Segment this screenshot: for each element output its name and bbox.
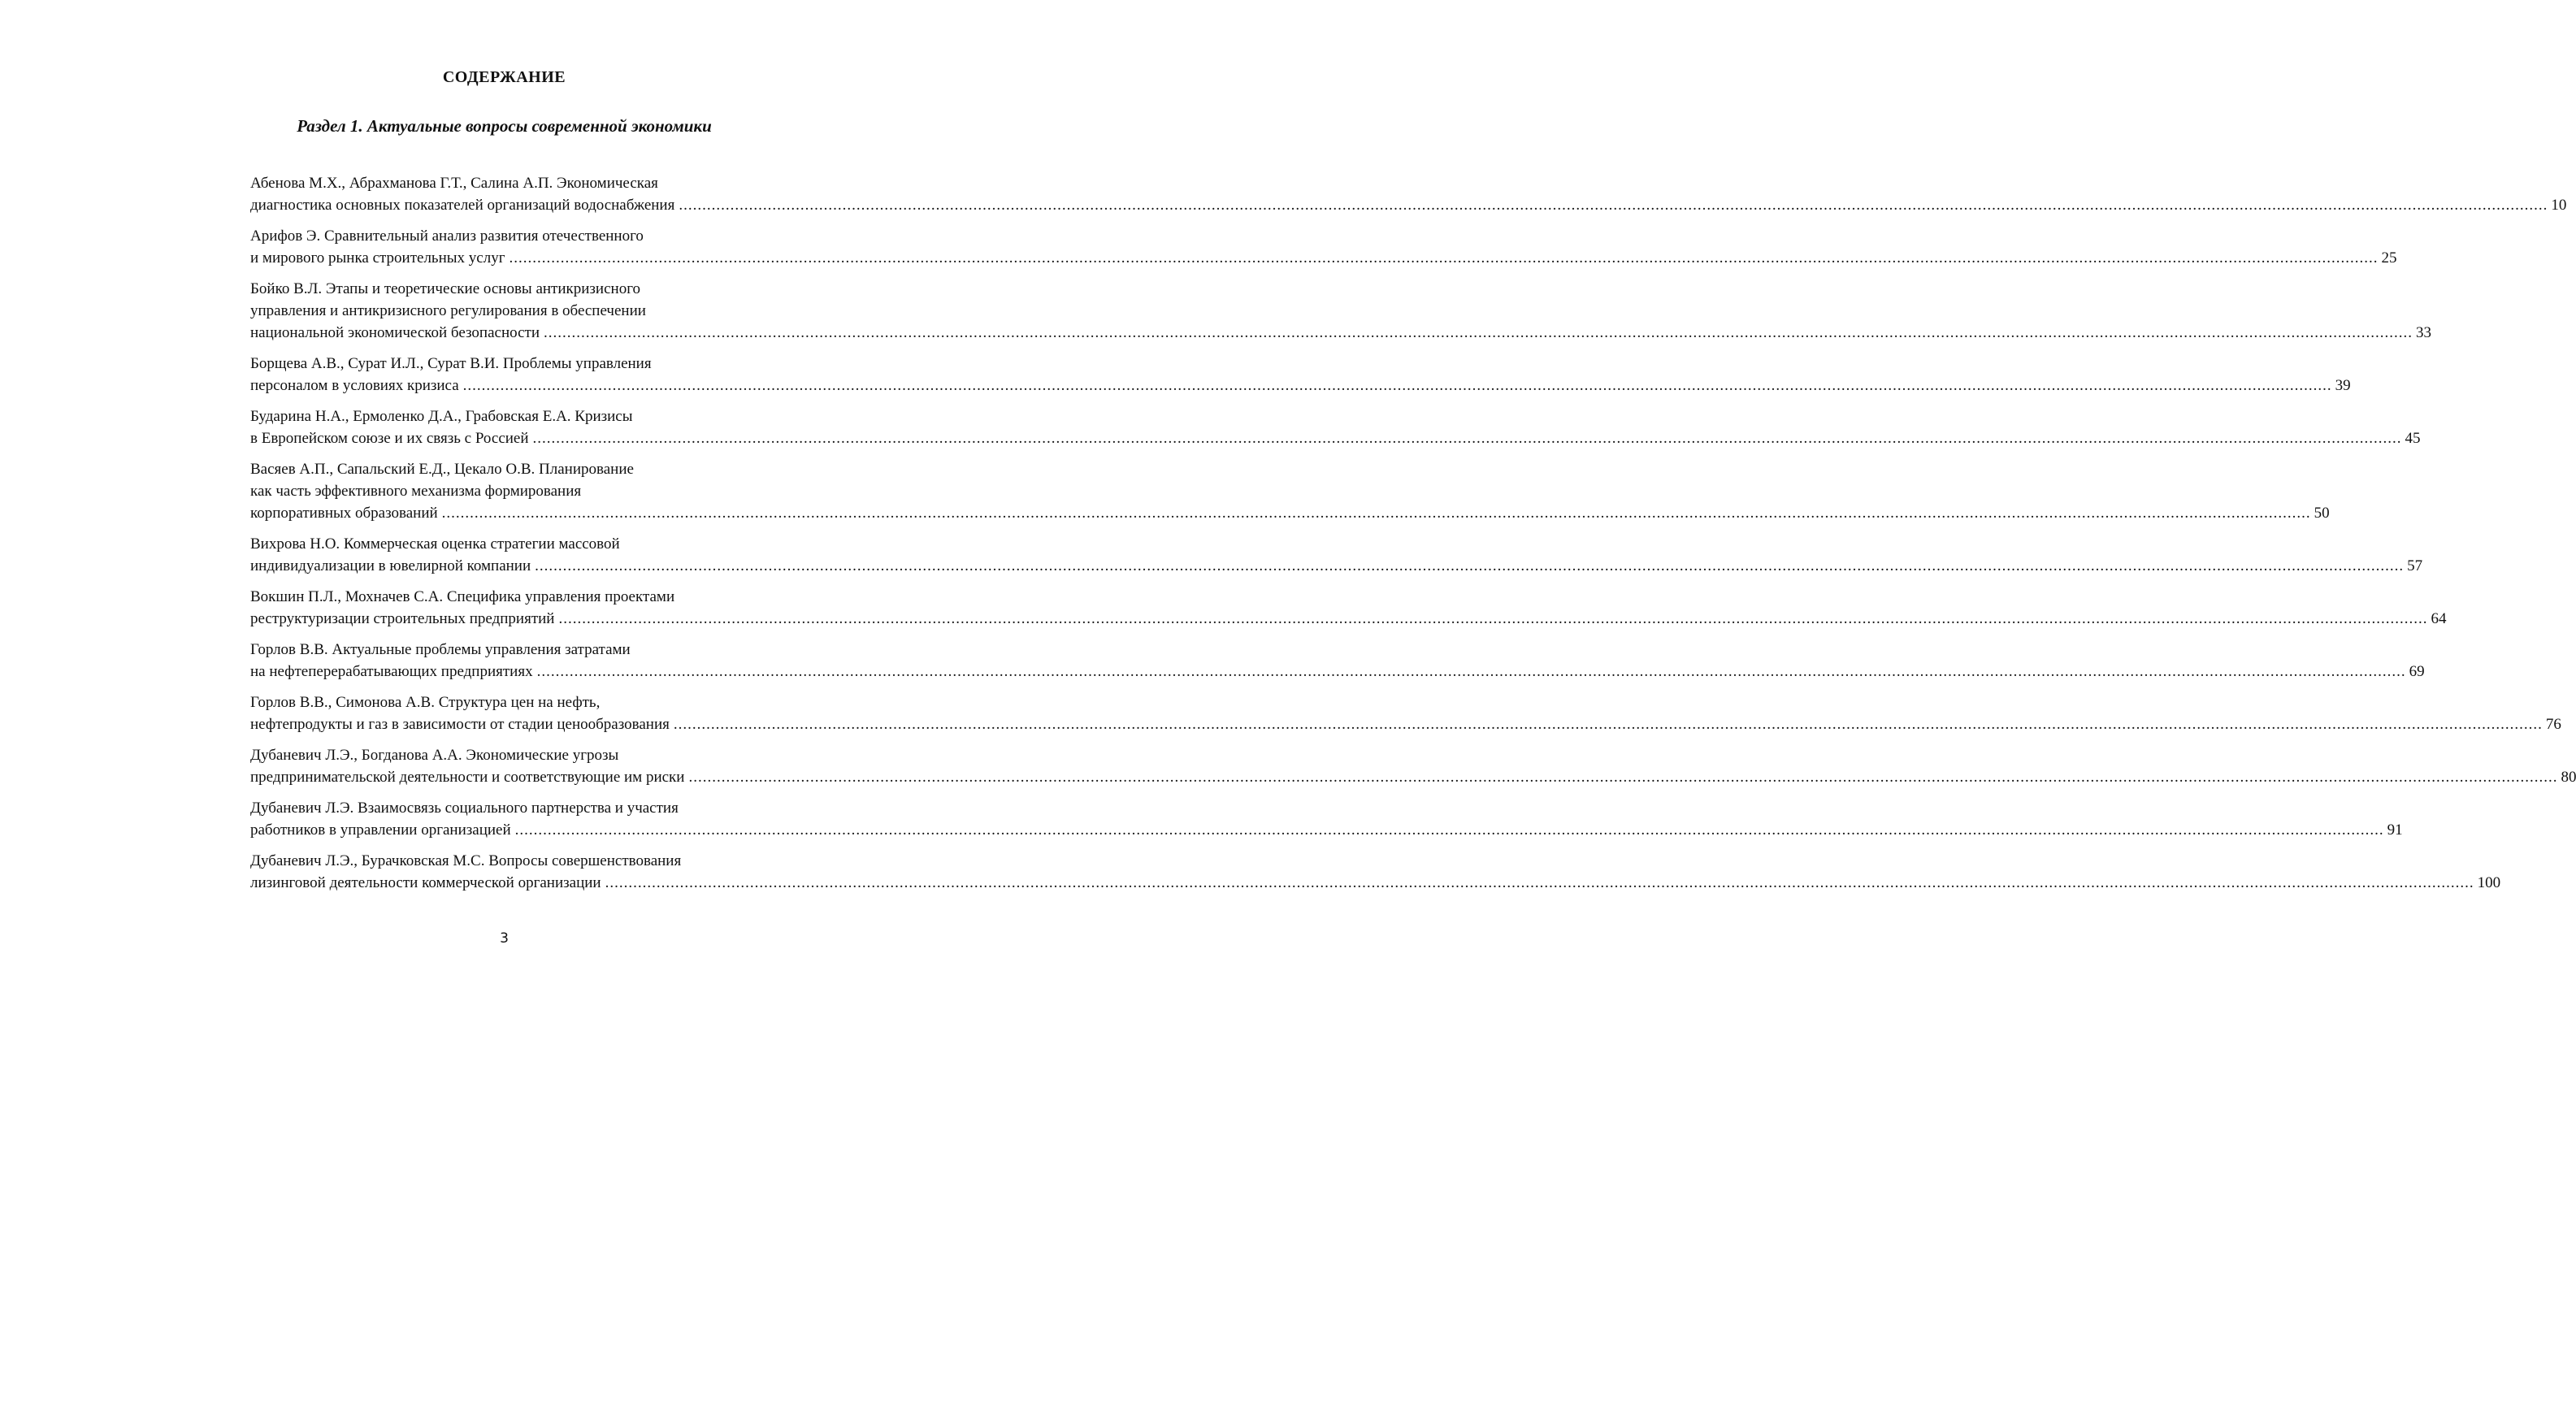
- toc-entry-line: диагностика основных показателей организаций водоснабжения: [250, 197, 675, 214]
- dot-leader: ................................................................................................................................................................................................................................................................................................................................................................................................................: [536, 663, 2406, 680]
- toc-page-number: 69: [2409, 663, 2425, 680]
- toc-entry-line: Дубаневич Л.Э., Бурачковская М.С. Вопросы совершенствования: [250, 852, 682, 869]
- toc-entry[interactable]: [250, 586, 2447, 630]
- section-title: Раздел 1. Актуальные вопросы современной экономики: [297, 116, 712, 136]
- toc-entry[interactable]: [250, 458, 2330, 524]
- toc-page-number: 50: [2314, 505, 2330, 522]
- toc-entry[interactable]: [250, 639, 2425, 683]
- toc-entry[interactable]: [250, 172, 2567, 216]
- toc-entry-line: и мирового рынка строительных услуг: [250, 249, 505, 267]
- toc-entry[interactable]: [250, 225, 2397, 269]
- toc-entry-last-line: [250, 322, 2431, 344]
- toc-page-number: 80: [2561, 769, 2576, 786]
- toc-page-number: 45: [2405, 430, 2421, 447]
- toc-entry-line: в Европейском союзе и их связь с Россией: [250, 430, 529, 447]
- toc-entry-last-line: [250, 661, 2425, 683]
- toc-entry[interactable]: [250, 533, 2423, 577]
- toc-entry-last-line: [250, 194, 2567, 216]
- toc-entry-last-line: [250, 872, 2501, 894]
- toc-entry[interactable]: [250, 691, 2561, 735]
- toc-entry-last-line: [250, 608, 2447, 630]
- toc-page-number: 100: [2477, 874, 2501, 891]
- toc-entry-last-line: [250, 555, 2423, 577]
- toc-entry-line: на нефтеперерабатывающих предприятиях: [250, 663, 533, 680]
- dot-leader: ................................................................................................................................................................................................................................................................................................................................................................................................................: [679, 197, 2548, 214]
- dot-leader: ................................................................................................................................................................................................................................................................................................................................................................................................................: [673, 716, 2543, 733]
- toc-entry-line: персоналом в условиях кризиса: [250, 377, 459, 394]
- toc-entry-line: Бударина Н.А., Ермоленко Д.А., Грабовская Е.А. Кризисы: [250, 408, 633, 425]
- toc-entry-line: работников в управлении организацией: [250, 821, 511, 839]
- toc-entry[interactable]: [250, 278, 2431, 344]
- toc-entry[interactable]: [250, 797, 2403, 841]
- toc-entry-line: национальной экономической безопасности: [250, 324, 540, 341]
- toc-entry-line: Бойко В.Л. Этапы и теоретические основы антикризисного: [250, 280, 641, 297]
- document-title: СОДЕРЖАНИЕ: [442, 68, 566, 86]
- toc-entry[interactable]: [250, 353, 2351, 397]
- toc-entry-line: Вихрова Н.О. Коммерческая оценка стратегии массовой: [250, 535, 620, 553]
- toc-entry-last-line: [250, 766, 2576, 788]
- toc-page-number: 25: [2381, 249, 2397, 267]
- toc-entry-line: Абенова М.Х., Абрахманова Г.Т., Салина А.П. Экономическая: [250, 175, 658, 192]
- toc-entry-line: реструктуризации строительных предприятий: [250, 610, 555, 627]
- toc-entry-last-line: [250, 427, 2421, 449]
- dot-leader: ................................................................................................................................................................................................................................................................................................................................................................................................................: [605, 874, 2474, 891]
- toc-entry-last-line: [250, 713, 2561, 735]
- toc-entry[interactable]: [250, 850, 2501, 894]
- toc-entry-line: Борщева А.В., Сурат И.Л., Сурат В.И. Проблемы управления: [250, 355, 652, 372]
- toc-page-number: 76: [2545, 716, 2561, 733]
- dot-leader: ................................................................................................................................................................................................................................................................................................................................................................................................................: [558, 610, 2428, 627]
- toc-entry-line: Арифов Э. Сравнительный анализ развития отечественного: [250, 228, 644, 245]
- toc-entry-line: индивидуализации в ювелирной компании: [250, 557, 531, 574]
- toc-page-number: 33: [2416, 324, 2431, 341]
- dot-leader: ................................................................................................................................................................................................................................................................................................................................................................................................................: [441, 505, 2311, 522]
- dot-leader: ................................................................................................................................................................................................................................................................................................................................................................................................................: [535, 557, 2405, 574]
- toc-entry-line: Горлов В.В. Актуальные проблемы управления затратами: [250, 641, 631, 658]
- toc-entry-line: лизинговой деятельности коммерческой организации: [250, 874, 601, 891]
- toc-entry-line: корпоративных образований: [250, 505, 438, 522]
- toc-entry-line: управления и антикризисного регулирования в обеспечении: [250, 302, 646, 319]
- toc-page-number: 57: [2407, 557, 2423, 574]
- toc-page-number: 64: [2431, 610, 2447, 627]
- toc-entry-line: Васяев А.П., Сапальский Е.Д., Цекало О.В. Планирование: [250, 461, 634, 478]
- toc-entry-line: предпринимательской деятельности и соответствующие им риски: [250, 769, 685, 786]
- toc-entry-last-line: [250, 247, 2397, 269]
- dot-leader: ................................................................................................................................................................................................................................................................................................................................................................................................................: [532, 430, 2402, 447]
- table-of-contents: [250, 172, 2576, 903]
- dot-leader: ................................................................................................................................................................................................................................................................................................................................................................................................................: [462, 377, 2332, 394]
- toc-entry-last-line: [250, 502, 2330, 524]
- toc-entry[interactable]: [250, 744, 2576, 788]
- toc-entry-line: Дубаневич Л.Э., Богданова А.А. Экономические угрозы: [250, 747, 619, 764]
- toc-page-number: 10: [2551, 197, 2567, 214]
- toc-page-number: 91: [2387, 821, 2403, 839]
- page-number: 3: [500, 930, 509, 947]
- toc-entry-line: Дубаневич Л.Э. Взаимосвязь социального партнерства и участия: [250, 800, 679, 817]
- toc-entry-line: как часть эффективного механизма формирования: [250, 483, 582, 500]
- dot-leader: ................................................................................................................................................................................................................................................................................................................................................................................................................: [688, 769, 2558, 786]
- toc-entry-last-line: [250, 819, 2403, 841]
- dot-leader: ................................................................................................................................................................................................................................................................................................................................................................................................................: [514, 821, 2384, 839]
- toc-entry-line: нефтепродукты и газ в зависимости от стадии ценообразования: [250, 716, 670, 733]
- toc-entry-line: Вокшин П.Л., Мохначев С.А. Специфика управления проектами: [250, 588, 675, 605]
- dot-leader: ................................................................................................................................................................................................................................................................................................................................................................................................................: [544, 324, 2413, 341]
- toc-page-number: 39: [2335, 377, 2351, 394]
- toc-entry[interactable]: [250, 405, 2421, 449]
- dot-leader: ................................................................................................................................................................................................................................................................................................................................................................................................................: [509, 249, 2379, 267]
- toc-entry-last-line: [250, 375, 2351, 397]
- toc-entry-line: Горлов В.В., Симонова А.В. Структура цен на нефть,: [250, 694, 601, 711]
